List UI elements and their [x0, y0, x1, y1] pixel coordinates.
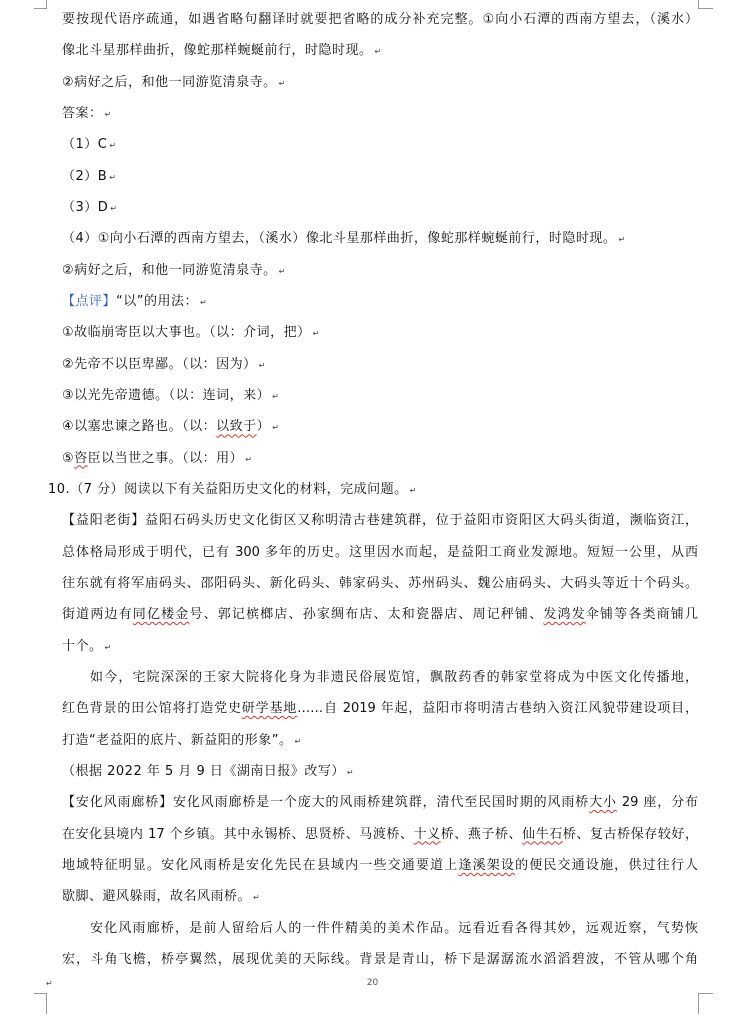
material-text: 的便民交通设施，供过往行人	[515, 857, 698, 873]
answer-item	[62, 192, 698, 223]
page-content	[48, 4, 698, 975]
usage-text: 臣以当世之事。（以：用）	[87, 450, 244, 466]
material-text: 街道两边有	[62, 607, 133, 623]
crop-mark-top-right	[698, 0, 713, 9]
spellcheck-flagged-text: 仙牛石	[522, 826, 563, 842]
explanation-line	[62, 67, 698, 98]
material-line	[62, 913, 698, 944]
answer-text: （1）C	[62, 137, 108, 153]
material-line	[62, 725, 698, 756]
comment-label: 【点评】	[62, 293, 117, 309]
crop-mark-bottom-right	[698, 993, 713, 1014]
explanation-text: ②病好之后，和他一同游览清泉寺。	[62, 74, 277, 90]
usage-text: ）	[256, 419, 271, 435]
material-line	[62, 505, 698, 536]
spellcheck-flagged-text: 逢溪架设	[458, 857, 516, 873]
material-text: 十个。	[62, 638, 103, 654]
comment-heading	[62, 286, 698, 317]
material-line	[62, 537, 698, 568]
paragraph-mark-icon: ↵	[253, 893, 260, 903]
paragraph-mark-icon: ↵	[272, 423, 279, 433]
material-text: 益阳石码头历史文化街区又称明清古巷建筑群，位于益阳市资阳区大码头街道，濒临资江，	[145, 513, 698, 529]
page-number: 20	[366, 978, 379, 988]
usage-line	[62, 349, 698, 380]
material-line	[62, 568, 698, 599]
material-text: 安化风雨廊桥，是前人留给后人的一件件精美的美术作品。远看近看各得其妙，远观近察，气势恢	[90, 920, 698, 936]
paragraph-mark-icon: ↵	[258, 360, 266, 370]
material-text: 29 座，分布	[616, 795, 698, 811]
answer-text: （4）①向小石潭的西南方望去，（溪水）像北斗星那样曲折，像蛇那样蜿蜒前行，时隐时现。	[62, 231, 617, 247]
paragraph-mark-icon: ↵	[109, 172, 116, 182]
crop-mark-top-left	[34, 0, 47, 9]
answer-item	[62, 223, 698, 254]
source-note	[62, 756, 698, 787]
paragraph-mark-icon: ↵	[272, 391, 279, 401]
paragraph-mark-icon: ↵	[278, 78, 286, 88]
spellcheck-flagged-text: 研学基地	[241, 701, 298, 717]
usage-text: ⑤	[62, 450, 75, 466]
answer-text: ②病好之后，和他一同游览清泉寺。	[62, 262, 277, 278]
footer-paragraph-mark-icon: ↵	[46, 979, 53, 988]
material-line	[62, 850, 698, 881]
material-line	[62, 944, 698, 975]
material-line	[62, 787, 698, 818]
answer-item	[62, 255, 698, 286]
spellcheck-flagged-text: 以致于	[216, 419, 257, 435]
paragraph-mark-icon: ↵	[409, 485, 417, 495]
material-title: 【安化风雨廊桥】	[62, 795, 173, 811]
material-text: 桥、燕子桥、	[440, 826, 523, 842]
material-text: 桥、复古桥保存较好，	[562, 826, 698, 842]
material-line	[62, 693, 698, 724]
explanation-line	[62, 4, 698, 35]
material-line	[62, 819, 698, 850]
material-text: 红色背景的田公馆将打造党史	[62, 701, 242, 717]
material-text: 歇脚、避风躲雨，故名风雨桥。	[62, 889, 252, 905]
answer-item	[62, 129, 698, 160]
paragraph-mark-icon: ↵	[374, 47, 382, 57]
material-text: 打造“老益阳的底片、新益阳的形象”。	[62, 732, 293, 748]
explanation-line	[62, 35, 698, 66]
material-line	[62, 631, 698, 662]
spellcheck-flagged-text: 十义	[413, 826, 441, 842]
answer-text: （2）B	[62, 168, 108, 184]
material-text: 往东就有将军庙码头、邵阳码头、新化码头、韩家码头、苏州码头、魏公庙码头、大码头等近十个码头。	[62, 575, 698, 591]
usage-text: ④以塞忠谏之路也。（以：	[62, 419, 217, 435]
usage-text: ③以光先帝遗德。（以：连词，来）	[62, 387, 271, 403]
material-title: 【益阳老街】	[62, 513, 146, 529]
paragraph-mark-icon: ↵	[104, 109, 112, 119]
usage-line	[62, 317, 698, 348]
question-prompt: 阅读以下有关益阳历史文化的材料，完成问题。	[124, 481, 408, 497]
answer-label: 答案：	[62, 105, 103, 121]
material-text: 宏，斗角飞檐，桥亭翼然，展现优美的天际线。背景是青山，桥下是潺潺流水滔滔碧波，不管从哪个角	[62, 951, 698, 967]
usage-text: ②先帝不以臣卑鄙。（以：因为）	[62, 356, 257, 372]
material-line	[62, 881, 698, 912]
answer-heading	[62, 98, 698, 129]
usage-text: ①故临崩寄臣以大事也。（以：介词，把）	[62, 325, 311, 341]
material-text: 伞铺等各类商铺几	[585, 607, 698, 623]
question-number: 10.	[48, 481, 71, 497]
question-header	[48, 474, 684, 505]
paragraph-mark-icon: ↵	[245, 454, 252, 464]
paragraph-mark-icon: ↵	[312, 329, 320, 339]
answer-item	[62, 161, 698, 192]
explanation-text: 像北斗星那样曲折，像蛇那样蜿蜒前行，时隐时现。	[62, 43, 373, 59]
usage-line	[62, 380, 698, 411]
material-line	[62, 599, 698, 630]
paragraph-mark-icon: ↵	[200, 297, 207, 307]
paragraph-mark-icon: ↵	[109, 141, 117, 151]
spellcheck-flagged-text: 同亿楼金	[132, 607, 190, 623]
paragraph-mark-icon: ↵	[294, 736, 302, 746]
spellcheck-flagged-text: 咨	[74, 450, 88, 466]
source-text: （根据 2022 年 5 月 9 日《湖南日报》改写）	[62, 763, 345, 779]
spellcheck-flagged-text: 大小	[589, 795, 617, 811]
paragraph-mark-icon: ↵	[104, 642, 112, 652]
question-points: （7 分）	[70, 481, 125, 497]
paragraph-mark-icon: ↵	[278, 266, 286, 276]
paragraph-mark-icon: ↵	[346, 767, 354, 777]
material-text: 号、郭记槟榔店、孙家绸布店、太和瓷器店、周记秤铺、	[189, 607, 544, 623]
material-text: 如今，宅院深深的王家大院将化身为非遗民俗展览馆，飘散药香的韩家堂将成为中医文化传播地，	[90, 669, 698, 685]
explanation-text: 要按现代语序疏通，如遇省略句翻译时就要把省略的成分补充完整。①向小石潭的西南方望去，（溪水）	[62, 12, 698, 27]
usage-line	[62, 411, 698, 442]
material-line	[62, 662, 698, 693]
paragraph-mark-icon: ↵	[618, 235, 626, 245]
material-text: ……自 2019 年起，益阳市将明清古巷纳入资江风貌带建设项目，	[297, 701, 698, 717]
crop-mark-bottom-left	[34, 993, 47, 1014]
material-text: 总体格局形成于明代，已有 300 多年的历史。这里因水而起，是益阳工商业发源地。短短一公里，从西	[62, 544, 698, 560]
material-text: 地域特征明显。安化风雨桥是安化先民在县域内一些交通要道上	[62, 857, 459, 873]
usage-line	[62, 443, 698, 474]
answer-text: （3）D	[62, 199, 109, 215]
material-text: 在安化县境内 17 个乡镇。其中永锡桥、思贤桥、马渡桥、	[62, 826, 414, 842]
spellcheck-flagged-text: 发鸿发	[543, 607, 586, 623]
paragraph-mark-icon: ↵	[110, 203, 117, 213]
material-text: 安化风雨廊桥是一个庞大的风雨桥建筑群，清代至民国时期的风雨桥	[172, 795, 590, 811]
comment-intro: “以”的用法：	[116, 293, 198, 309]
